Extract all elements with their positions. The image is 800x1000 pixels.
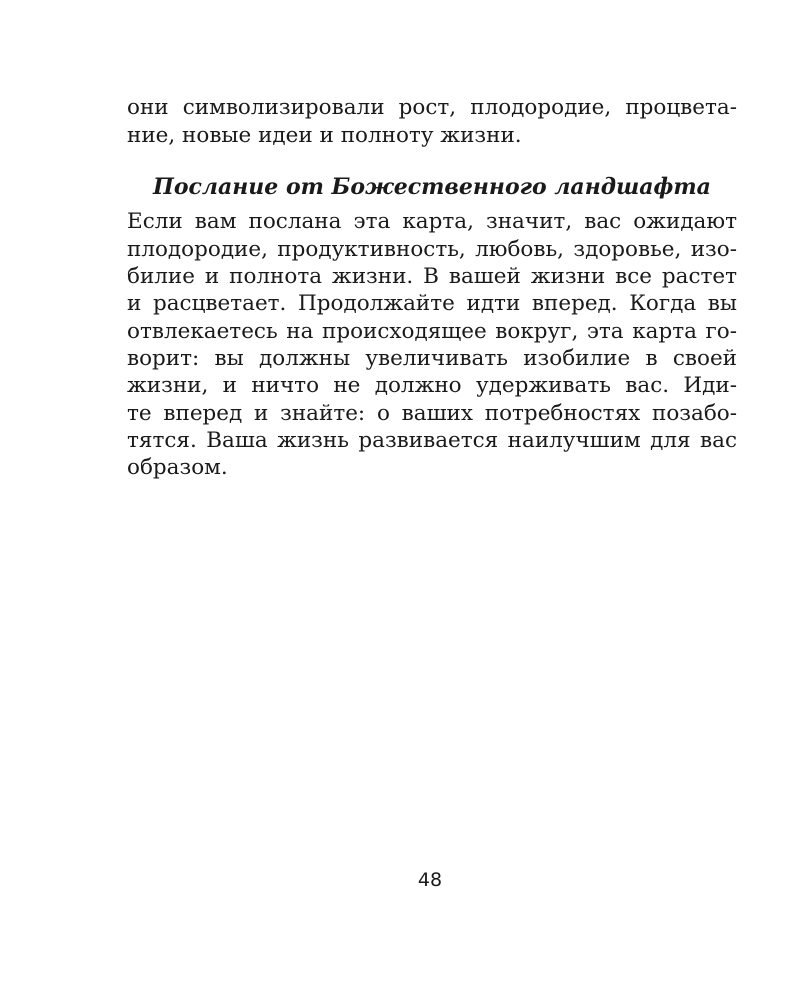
text-line: билие и полнота жизни. В вашей жизни все растет [127, 264, 737, 289]
text-line: ворит: вы должны увеличивать изобилие в своей [127, 346, 737, 371]
text-line: они символизировали рост, плодородие, процвета- [127, 95, 737, 120]
text-line: тятся. Ваша жизнь развивается наилучшим для вас [127, 428, 737, 453]
text-line: те вперед и знайте: о ваших потребностях позабо- [127, 401, 737, 426]
text-line: и расцветает. Продолжайте идти вперед. Когда вы [127, 291, 737, 316]
text-line: плодородие, продуктивность, любовь, здоровье, изо- [127, 237, 737, 262]
text-line: ние, новые идеи и полноту жизни. [127, 123, 522, 148]
text-line: жизни, и ничто не должно удерживать вас. Иди- [127, 373, 737, 398]
section-heading: Послание от Божественного ландшафта [153, 174, 711, 200]
page-number: 48 [417, 869, 443, 891]
text-line: отвлекаетесь на происходящее вокруг, эта карта го- [127, 319, 737, 344]
text-line: Если вам послана эта карта, значит, вас ожидают [127, 209, 737, 234]
text-line: образом. [127, 455, 228, 480]
